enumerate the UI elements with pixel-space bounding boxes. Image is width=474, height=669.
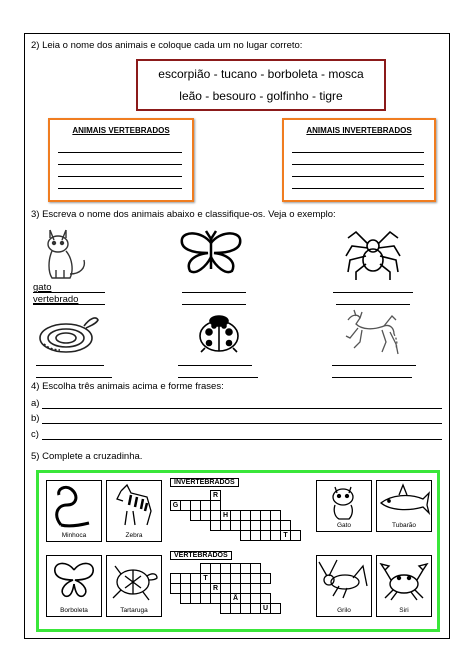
answer-line[interactable] — [336, 304, 410, 305]
answer-line[interactable] — [292, 176, 424, 177]
turtle-icon — [107, 556, 161, 604]
q3-instruction: 3) Escreva o nome dos animais abaixo e classifique-os. Veja o exemplo: — [31, 209, 336, 220]
example-class: vertebrado — [33, 294, 79, 305]
cat-icon — [36, 224, 92, 282]
crossword-cell-letter: Ã — [230, 593, 241, 604]
crossword-cell-letter: R — [210, 583, 221, 594]
crossword-cell-letter: G — [170, 500, 181, 511]
answer-line[interactable] — [182, 304, 246, 305]
answer-line[interactable] — [36, 365, 104, 366]
word-bank-line-1: escorpião - tucano - borboleta - mosca — [158, 67, 364, 81]
grid-title-vertebrados: VERTEBRADOS — [170, 551, 232, 560]
answer-line[interactable] — [58, 152, 182, 153]
q4-label-b: b) — [31, 413, 40, 424]
answer-line[interactable] — [178, 365, 252, 366]
answer-line[interactable] — [332, 377, 412, 378]
spider-icon — [344, 226, 402, 280]
card-label: Tubarão — [392, 522, 416, 529]
cat-icon — [317, 481, 371, 521]
snake-icon — [34, 308, 100, 358]
zebra-icon — [107, 481, 161, 529]
card-label: Borboleta — [60, 607, 88, 614]
answer-line[interactable] — [58, 176, 182, 177]
answer-line[interactable] — [292, 164, 424, 165]
shark-icon — [377, 481, 431, 521]
ladybug-icon — [195, 310, 243, 354]
q4-label-a: a) — [31, 398, 40, 409]
answer-line[interactable] — [42, 439, 442, 440]
answer-line[interactable] — [33, 304, 105, 305]
crossword-cell[interactable] — [260, 573, 271, 584]
answer-line[interactable] — [33, 292, 105, 293]
answer-line[interactable] — [292, 152, 424, 153]
crossword-cell-letter: T — [200, 573, 211, 584]
card-minhoca — [46, 480, 102, 542]
horse-icon — [338, 308, 400, 360]
crossword-cell[interactable] — [270, 603, 281, 614]
card-borboleta — [46, 555, 102, 617]
vertebrates-box — [48, 118, 194, 202]
card-label: Grilo — [337, 607, 351, 614]
crossword-cell-letter: T — [280, 530, 291, 541]
butterfly-icon — [47, 556, 101, 604]
answer-line[interactable] — [332, 365, 416, 366]
worm-icon — [47, 481, 101, 529]
butterfly-icon — [178, 229, 244, 277]
card-label: Siri — [399, 607, 409, 614]
crossword-cell-letter: H — [220, 510, 231, 521]
invertebrates-box — [282, 118, 436, 202]
card-zebra — [106, 480, 162, 542]
card-tartaruga — [106, 555, 162, 617]
grid-title-invertebrados: INVERTEBRADOS — [170, 478, 239, 487]
q4-label-c: c) — [31, 429, 39, 440]
answer-line[interactable] — [58, 164, 182, 165]
crossword-panel — [36, 470, 440, 632]
card-tubarao — [376, 480, 432, 532]
invertebrates-title: ANIMAIS INVERTEBRADOS — [306, 126, 412, 135]
example-name: gato — [33, 282, 52, 293]
crossword-cell[interactable] — [210, 510, 221, 521]
answer-line[interactable] — [42, 408, 442, 409]
q4-instruction: 4) Escolha três animais acima e forme frases: — [31, 381, 224, 392]
q2-instruction: 2) Leia o nome dos animais e coloque cada um no lugar correto: — [31, 40, 303, 51]
crab-icon — [377, 556, 431, 604]
answer-line[interactable] — [178, 377, 258, 378]
word-bank-line-2: leão - besouro - golfinho - tigre — [179, 89, 343, 103]
card-label: Minhoca — [61, 532, 87, 539]
cricket-icon — [317, 556, 371, 604]
crossword-cell-letter: U — [260, 603, 271, 614]
answer-line[interactable] — [58, 188, 182, 189]
card-siri — [376, 555, 432, 617]
crossword-cell-letter: R — [210, 490, 221, 501]
q5-instruction: 5) Complete a cruzadinha. — [31, 451, 143, 462]
crossword-cell[interactable] — [290, 530, 301, 541]
word-bank-box — [136, 59, 386, 111]
card-label: Tartaruga — [120, 607, 148, 614]
vertebrates-title: ANIMAIS VERTEBRADOS — [72, 126, 170, 135]
answer-line[interactable] — [182, 292, 246, 293]
answer-line[interactable] — [292, 188, 424, 189]
card-label: Gato — [336, 522, 352, 529]
card-grilo — [316, 555, 372, 617]
answer-line[interactable] — [42, 423, 442, 424]
card-label: Zebra — [125, 532, 143, 539]
card-gato — [316, 480, 372, 532]
answer-line[interactable] — [333, 292, 413, 293]
answer-line[interactable] — [36, 377, 112, 378]
